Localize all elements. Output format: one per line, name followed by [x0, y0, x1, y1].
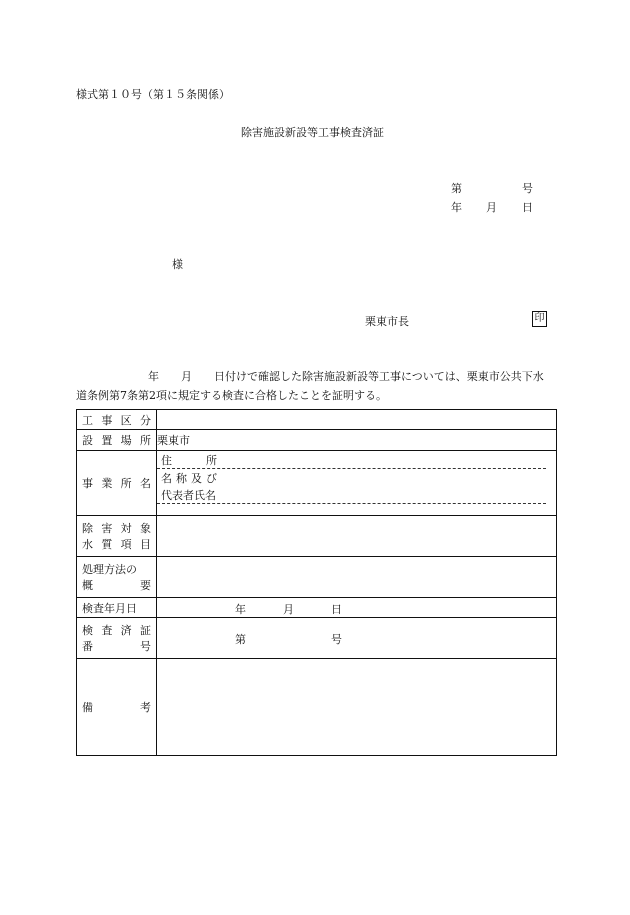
table-row — [77, 557, 557, 598]
label-target-b: 水 質 項 目 — [82, 538, 151, 551]
date-nen: 年 — [235, 603, 246, 616]
label-remarks: 備 考 — [82, 701, 151, 714]
seal-mark: 印 — [532, 311, 547, 327]
cert-go: 号 — [331, 633, 342, 646]
label-installation-place: 設 置 場 所 — [82, 434, 151, 447]
document-title: 除害施設新設等工事検査済証 — [241, 126, 384, 139]
table-row — [77, 451, 557, 516]
label-method-a: 処理方法の — [82, 563, 137, 576]
value-cert-number[interactable] — [157, 618, 557, 659]
table-row — [77, 659, 557, 756]
addressee-suffix: 様 — [172, 258, 183, 271]
label-inspection-date: 検査年月日 — [82, 601, 137, 615]
table-row — [77, 410, 557, 430]
label-work-category: 工 事 区 分 — [82, 413, 151, 427]
label-target-a: 除 害 対 象 — [82, 522, 151, 535]
date-tsuki: 月 — [283, 603, 294, 616]
value-inspection-date[interactable] — [157, 598, 557, 618]
sub-name-and: 名 称 及 び — [161, 471, 217, 485]
header-dai: 第 — [451, 182, 462, 195]
table-row — [77, 516, 557, 557]
value-remarks[interactable] — [157, 659, 557, 756]
sub-representative: 代表者氏名 — [157, 486, 546, 504]
issuer: 栗東市長 — [365, 315, 409, 328]
value-installation-place[interactable]: 栗東市 — [157, 430, 557, 451]
body-line-1: 年 月 日付けで確認した除害施設新設等工事については、栗東市公共下水 — [148, 370, 544, 383]
sub-address: 住 所 — [157, 451, 546, 469]
value-office-name[interactable] — [157, 451, 557, 516]
header-go: 号 — [522, 182, 533, 195]
header-tsuki: 月 — [486, 201, 497, 214]
table-row — [77, 430, 557, 451]
label-office-name: 事 業 所 名 — [82, 477, 151, 490]
date-hi: 日 — [331, 603, 342, 616]
table-row — [77, 598, 557, 618]
label-cert-a: 検 査 済 証 — [82, 624, 151, 637]
header-nen: 年 — [451, 201, 462, 214]
label-method-b: 概 要 — [82, 579, 151, 592]
table-row — [77, 618, 557, 659]
value-work-category[interactable] — [157, 410, 557, 430]
cert-dai: 第 — [235, 633, 246, 646]
value-target-items[interactable] — [157, 516, 557, 557]
label-cert-b: 番 号 — [82, 640, 151, 653]
header-hi: 日 — [522, 201, 533, 214]
value-method-summary[interactable] — [157, 557, 557, 598]
body-line-2: 道条例第7条第2項に規定する検査に合格したことを証明する。 — [76, 389, 387, 402]
inspection-table — [76, 409, 557, 756]
form-number: 様式第１０号（第１５条関係） — [76, 88, 230, 101]
